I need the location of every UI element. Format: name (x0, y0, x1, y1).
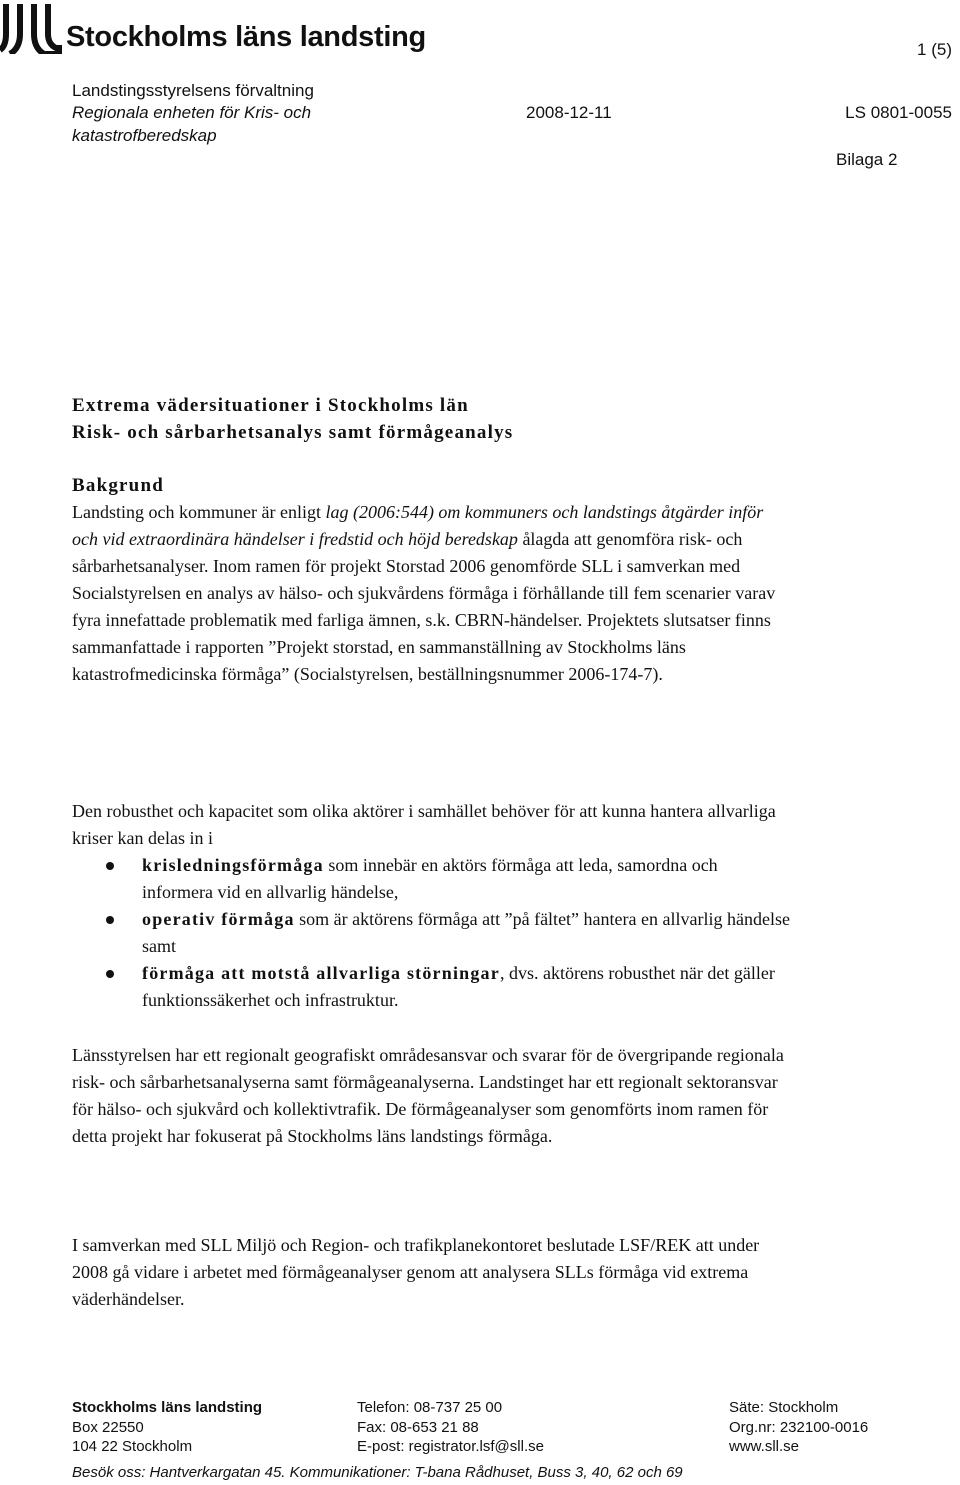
footer-registration (729, 1398, 868, 1457)
footer-address (72, 1398, 262, 1457)
paragraph-1-rest: ålagda att genomföra risk- och sårbarhetsanalyser. Inom ramen för projekt Storstad 2006 genomförde SLL i samverkan med Socialstyrelsen en analys av hälso- och sjukvårdens förmåga i förhållande till fem scenarier varav fyra innefattade problematik med farliga ämnen, s.k. CBRN-händelser. Projektets slutsatser finns sammanfattade i rapporten ”Projekt storstad, en sammanställning av Stockholms läns katastrofmedicinska förmåga” (Socialstyrelsen, beställningsnummer 2006-174-7). (72, 529, 776, 684)
bullet-icon (106, 862, 114, 870)
law-reference: lag (2006:544) om kommuners och landstings åtgärder inför och vid extraordinära händelser i fredstid och höjd beredskap (72, 502, 764, 549)
paragraph-1 (72, 499, 792, 688)
organization-name: Landstingsstyrelsens förvaltning (72, 81, 314, 100)
list-item-term: förmåga att motstå allvarliga störningar (142, 963, 500, 983)
footer-box: Box 22550 (72, 1418, 144, 1436)
footer-org-name: Stockholms läns landsting (72, 1399, 263, 1416)
attachment-label: Bilaga 2 (836, 150, 898, 169)
page-number: 1 (5) (917, 40, 952, 59)
list-item-text: som innebär en aktörs förmåga att leda, samordna och informera vid en allvarlig händelse, (142, 855, 718, 902)
list-item (72, 960, 792, 1014)
bullet-icon (106, 970, 114, 978)
footer-website: www.sll.se (729, 1438, 800, 1455)
list-item-term: operativ förmåga (142, 909, 295, 929)
section-heading-background: Bakgrund (72, 475, 164, 496)
paragraph-2: Den robusthet och kapacitet som olika aktörer i samhället behöver för att kunna hantera allvarliga kriser kan delas in i (72, 801, 776, 848)
footer-email: E-post: registrator.lsf@sll.se (357, 1438, 544, 1455)
list-item (72, 906, 792, 960)
paragraph-1-intro: Landsting och kommuner är enligt (72, 502, 326, 522)
list-item-text: , dvs. aktörens robusthet när det gäller funktionssäkerhet och infrastruktur. (142, 963, 775, 1010)
footer-phone: Telefon: 08-737 25 00 (357, 1399, 503, 1416)
document-title-line-1: Extrema vädersituationer i Stockholms län (72, 395, 469, 416)
list-item-text: som är aktörens förmåga att ”på fältet” hantera en allvarlig händelse samt (142, 909, 790, 956)
footer-contact (357, 1398, 544, 1457)
unit-name: Regionala enheten för Kris- och katastrofberedskap (72, 103, 312, 145)
sll-logo (0, 4, 426, 54)
document-reference: LS 0801-0055 (845, 103, 952, 122)
document-date: 2008-12-11 (526, 103, 612, 122)
bullet-icon (106, 916, 114, 924)
paragraph-4: I samverkan med SLL Miljö och Region- och trafikplanekontoret beslutade LSF/REK att under 2008 gå vidare i arbetet med förmågeanalyser genom att analysera SLLs förmåga vid extrema väderhändelser. (72, 1235, 760, 1309)
list-item-term: krisledningsförmåga (142, 855, 324, 875)
sll-logo-mark-icon (0, 4, 62, 54)
footer-visit-info: Besök oss: Hantverkargatan 45. Kommunikationer: T-bana Rådhuset, Buss 3, 40, 62 och 69 (72, 1464, 683, 1481)
footer-seat: Säte: Stockholm (729, 1399, 839, 1416)
paragraph-3: Länsstyrelsen har ett regionalt geografiskt områdesansvar och svarar för de övergripande regionala risk- och sårbarhetsanalyserna samt förmågeanalyserna. Landstinget har ett regionalt sektoransvar för hälso- och sjukvård och kollektivtrafik. De förmågeanalyser som genomförts inom ramen för detta projekt har fokuserat på Stockholms läns landstings förmåga. (72, 1045, 784, 1146)
logo-wordmark: Stockholms läns landsting (66, 21, 426, 53)
footer-fax: Fax: 08-653 21 88 (357, 1418, 479, 1436)
capability-list (72, 852, 792, 1014)
footer-org-number: Org.nr: 232100-0016 (729, 1418, 869, 1436)
list-item (72, 852, 792, 906)
footer-postal: 104 22 Stockholm (72, 1438, 193, 1455)
document-title-line-2: Risk- och sårbarhetsanalys samt förmågeanalys (72, 422, 514, 443)
